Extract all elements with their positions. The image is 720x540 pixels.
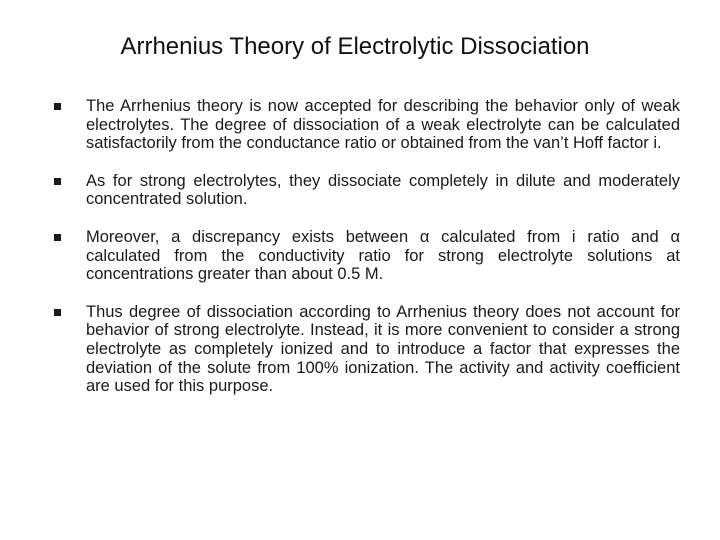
bullet-list	[52, 97, 680, 396]
square-bullet-icon	[54, 309, 61, 316]
bullet-text: As for strong electrolytes, they dissociate completely in dilute and moderately concentrated solution.	[86, 171, 680, 209]
bullet-text: The Arrhenius theory is now accepted for describing the behavior only of weak electrolytes. The degree of dissociation of a weak electrolyte can be calculated satisfactorily from the conductance ratio or obtained from the van’t Hoff factor i.	[86, 97, 680, 153]
bullet-text: Moreover, a discrepancy exists between α calculated from i ratio and α calculated from the conductivity ratio for strong electrolyte solutions at concentrations greater than about 0.5 M.	[86, 227, 680, 284]
bullet-item	[52, 172, 680, 209]
square-bullet-icon	[54, 234, 61, 241]
square-bullet-icon	[54, 178, 61, 185]
bullet-item	[52, 303, 680, 396]
slide-title: Arrhenius Theory of Electrolytic Dissociation	[120, 33, 590, 60]
bullet-text: Thus degree of dissociation according to Arrhenius theory does not account for behavior of strong electrolyte. Instead, it is more convenient to consider a strong electrolyte as completely ionized and to introduce a factor that expresses the deviation of the solute from 100% ionization. The activity and activity coefficient are used for this purpose.	[86, 302, 680, 396]
bullet-item	[52, 228, 680, 284]
square-bullet-icon	[54, 103, 61, 110]
bullet-item	[52, 97, 680, 153]
